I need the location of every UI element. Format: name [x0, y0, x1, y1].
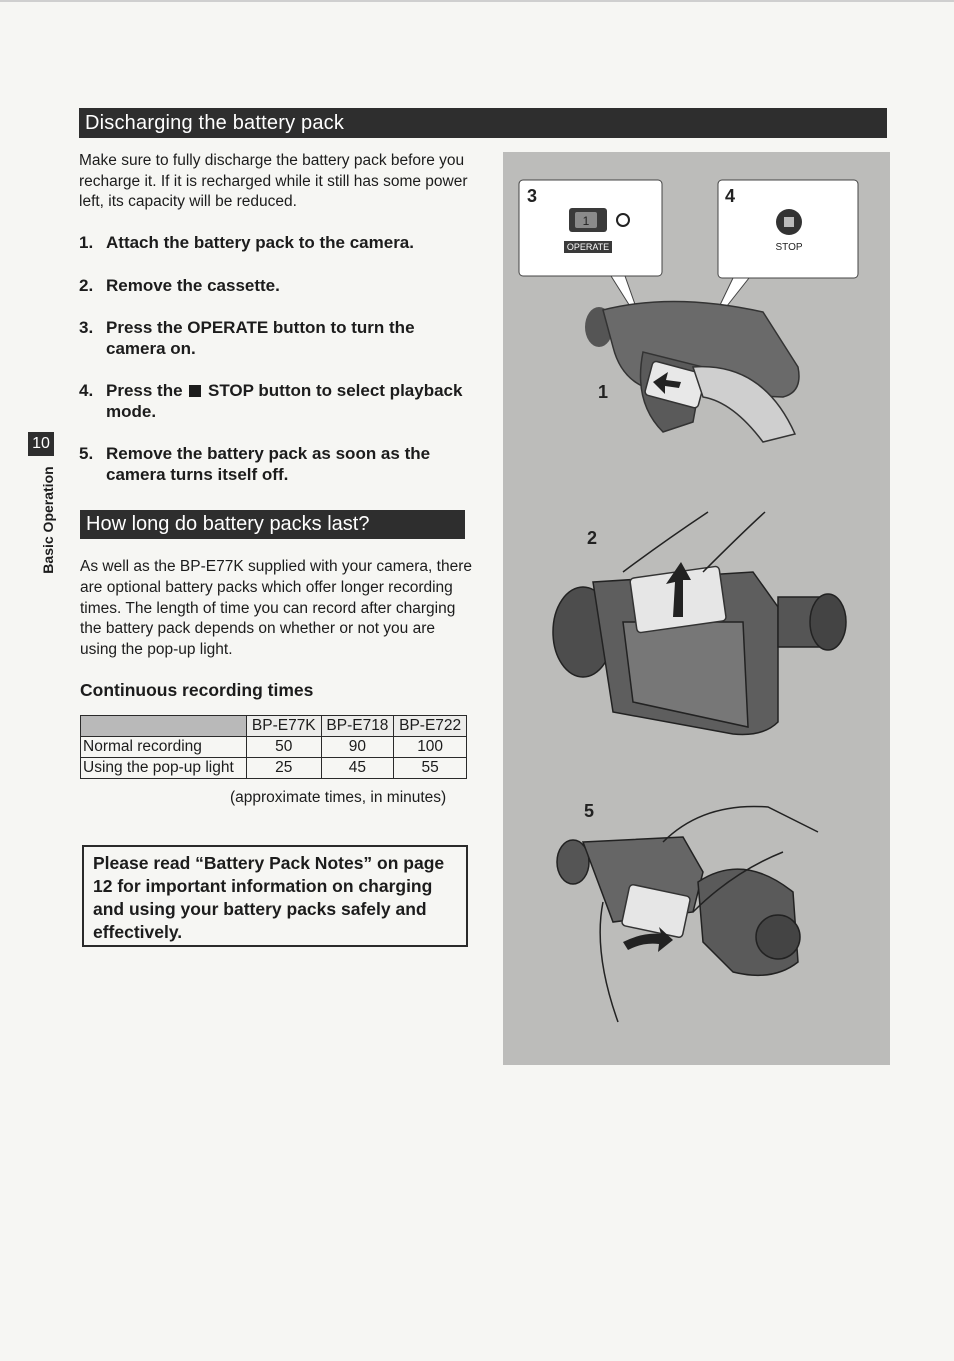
table-header-row [81, 716, 467, 737]
stop-square-icon [189, 385, 201, 397]
recording-times-table [80, 715, 467, 779]
section-header [79, 108, 887, 138]
column-header: BP-E722 [394, 716, 467, 737]
table-cell: 45 [321, 758, 394, 779]
battery-section-header [80, 510, 465, 539]
operate-label: OPERATE [566, 242, 610, 252]
row-label: Normal recording [81, 737, 247, 758]
step-number: 5. [79, 444, 94, 463]
step-label-5: 5 [584, 801, 595, 821]
table-corner-cell [81, 716, 247, 737]
battery-notes-notice: Please read “Battery Pack Notes” on page 12 for important information on charging and using your battery packs safely and effectively. [82, 845, 468, 947]
step-text: Remove the cassette. [106, 276, 280, 295]
illustration-svg [503, 152, 890, 1065]
step-text: Attach the battery pack to the camera. [106, 233, 414, 252]
callout-3-number: 3 [527, 186, 538, 206]
step-text-after: STOP button to select playback mode. [106, 381, 463, 421]
step-3 [79, 317, 474, 359]
column-header: BP-E718 [321, 716, 394, 737]
table-note: (approximate times, in minutes) [230, 789, 447, 806]
page-number-tab: 10 [28, 432, 54, 456]
page-title: Discharging the battery pack [85, 112, 345, 134]
stop-label: STOP [775, 242, 803, 253]
table-row [81, 758, 467, 779]
table-cell: 55 [394, 758, 467, 779]
step-label-2: 2 [587, 528, 598, 548]
step-number: 3. [79, 318, 94, 337]
section-side-label: Basic Operation [40, 466, 56, 574]
operate-switch-glyph: 1 [582, 214, 590, 228]
recording-times-title: Continuous recording times [80, 680, 314, 700]
step-number: 1. [79, 233, 94, 252]
step-2 [79, 275, 474, 296]
step-text-before: Press the [106, 381, 183, 400]
battery-paragraph: As well as the BP-E77K supplied with your camera, there are optional battery packs which offer longer recording times. The length of time you can record after charging the battery pack depends on whether or not you are using the pop-up light. [80, 558, 472, 659]
camcorder-illustration [503, 152, 890, 1065]
table-cell: 90 [321, 737, 394, 758]
column-header: BP-E77K [247, 716, 322, 737]
step-4 [79, 380, 474, 422]
step-text [106, 380, 474, 422]
step-number: 4. [79, 381, 94, 400]
camera-remove-battery-icon [557, 806, 818, 1022]
table-cell: 100 [394, 737, 467, 758]
step-label-1: 1 [598, 382, 609, 402]
step-text: Remove the battery pack as soon as the camera turns itself off. [106, 444, 431, 484]
battery-section-title: How long do battery packs last? [86, 513, 370, 535]
step-1 [79, 232, 474, 253]
table-row [81, 737, 467, 758]
table-cell: 25 [247, 758, 322, 779]
step-text: Press the OPERATE button to turn the camera on. [106, 318, 415, 358]
camera-attach-battery-icon [585, 301, 799, 442]
step-5 [79, 443, 474, 485]
intro-paragraph: Make sure to fully discharge the battery pack before you recharge it. If it is recharged while it still has some power left, its capacity will be reduced. [79, 152, 468, 210]
callout-4-number: 4 [725, 186, 736, 206]
table-cell: 50 [247, 737, 322, 758]
top-rule [0, 0, 954, 2]
row-label: Using the pop-up light [81, 758, 247, 779]
step-number: 2. [79, 276, 94, 295]
